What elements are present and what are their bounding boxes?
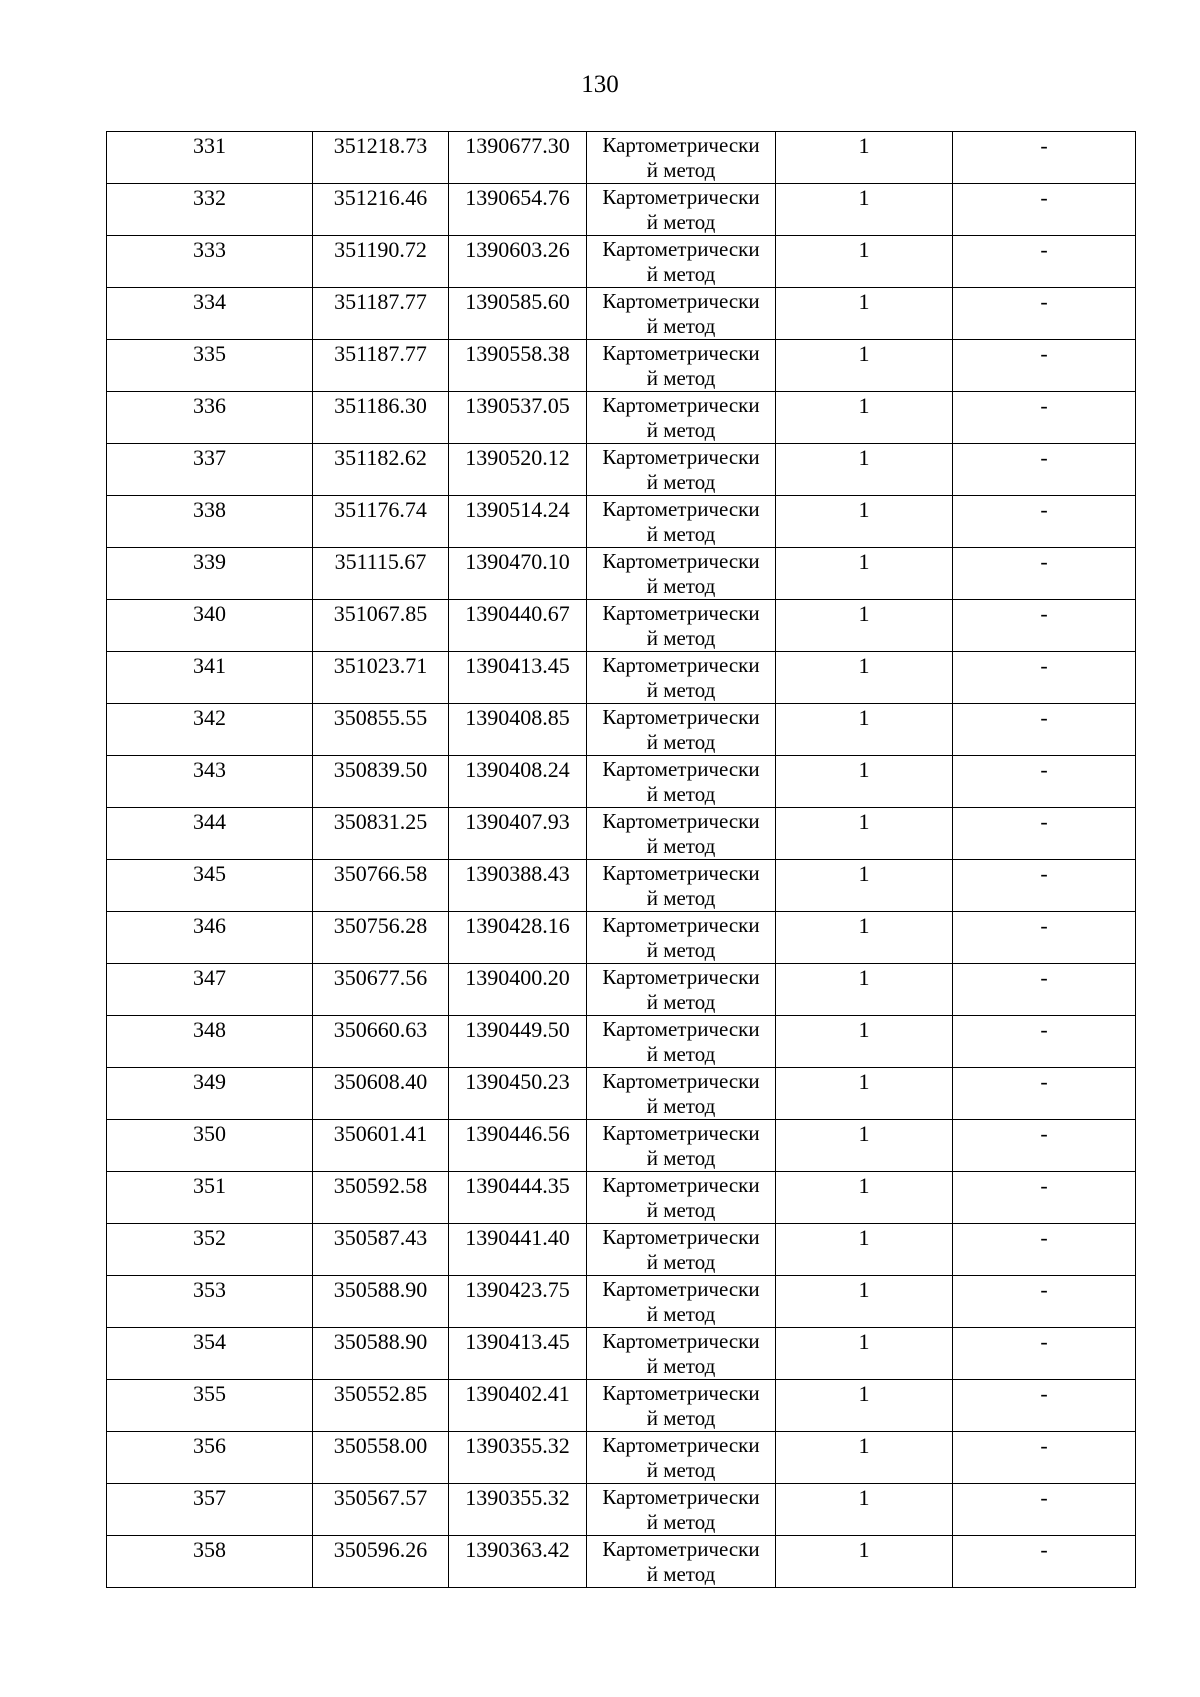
coordinate-x-cell: 351218.73 xyxy=(313,132,449,184)
method-text-line-1: Картометрически xyxy=(602,1225,760,1249)
description-cell: - xyxy=(953,912,1136,964)
method-text-line-2: й метод xyxy=(646,470,716,494)
point-number-cell: 342 xyxy=(107,704,313,756)
coordinate-x-cell: 351176.74 xyxy=(313,496,449,548)
point-number-cell: 348 xyxy=(107,1016,313,1068)
description-cell: - xyxy=(953,496,1136,548)
point-number-cell: 350 xyxy=(107,1120,313,1172)
method-text-line-1: Картометрически xyxy=(602,965,760,989)
description-cell: - xyxy=(953,1380,1136,1432)
point-number-cell: 335 xyxy=(107,340,313,392)
coordinate-y-cell: 1390355.32 xyxy=(449,1432,587,1484)
method-cell xyxy=(587,340,776,392)
coordinate-x-cell: 351190.72 xyxy=(313,236,449,288)
coordinate-y-cell: 1390413.45 xyxy=(449,652,587,704)
description-cell: - xyxy=(953,1016,1136,1068)
accuracy-cell: 1 xyxy=(776,444,953,496)
table-row xyxy=(107,392,1136,444)
method-text-line-2: й метод xyxy=(646,834,716,858)
coordinate-x-cell: 350839.50 xyxy=(313,756,449,808)
point-number-cell: 346 xyxy=(107,912,313,964)
coordinate-x-cell: 350756.28 xyxy=(313,912,449,964)
point-number-cell: 333 xyxy=(107,236,313,288)
accuracy-cell: 1 xyxy=(776,184,953,236)
method-cell xyxy=(587,444,776,496)
coordinate-x-cell: 350552.85 xyxy=(313,1380,449,1432)
method-cell xyxy=(587,652,776,704)
coordinate-x-cell: 351023.71 xyxy=(313,652,449,704)
table-row xyxy=(107,912,1136,964)
table-row xyxy=(107,704,1136,756)
coordinate-x-cell: 351182.62 xyxy=(313,444,449,496)
accuracy-cell: 1 xyxy=(776,1328,953,1380)
method-cell xyxy=(587,912,776,964)
table-row xyxy=(107,756,1136,808)
description-cell: - xyxy=(953,964,1136,1016)
description-cell: - xyxy=(953,860,1136,912)
method-text-line-1: Картометрически xyxy=(602,1537,760,1561)
coordinate-x-cell: 350601.41 xyxy=(313,1120,449,1172)
method-cell xyxy=(587,1224,776,1276)
method-text-line-2: й метод xyxy=(646,314,716,338)
coordinate-x-cell: 351187.77 xyxy=(313,340,449,392)
accuracy-cell: 1 xyxy=(776,496,953,548)
description-cell: - xyxy=(953,600,1136,652)
coordinates-table xyxy=(106,131,1136,1588)
coordinate-y-cell: 1390446.56 xyxy=(449,1120,587,1172)
accuracy-cell: 1 xyxy=(776,600,953,652)
method-text-line-2: й метод xyxy=(646,158,716,182)
coordinate-x-cell: 350660.63 xyxy=(313,1016,449,1068)
point-number-cell: 336 xyxy=(107,392,313,444)
table-row xyxy=(107,808,1136,860)
accuracy-cell: 1 xyxy=(776,132,953,184)
method-text-line-2: й метод xyxy=(646,522,716,546)
method-text-line-1: Картометрически xyxy=(602,653,760,677)
method-text-line-2: й метод xyxy=(646,730,716,754)
coordinate-y-cell: 1390450.23 xyxy=(449,1068,587,1120)
accuracy-cell: 1 xyxy=(776,652,953,704)
point-number-cell: 331 xyxy=(107,132,313,184)
method-text-line-2: й метод xyxy=(646,1406,716,1430)
description-cell: - xyxy=(953,1536,1136,1588)
coordinate-x-cell: 351115.67 xyxy=(313,548,449,600)
method-cell xyxy=(587,756,776,808)
accuracy-cell: 1 xyxy=(776,288,953,340)
method-cell xyxy=(587,1016,776,1068)
description-cell: - xyxy=(953,288,1136,340)
method-text-line-1: Картометрически xyxy=(602,601,760,625)
method-text-line-1: Картометрически xyxy=(602,1433,760,1457)
method-text-line-1: Картометрически xyxy=(602,1069,760,1093)
method-text-line-2: й метод xyxy=(646,1042,716,1066)
page-number: 130 xyxy=(581,71,619,98)
method-text-line-1: Картометрически xyxy=(602,1121,760,1145)
coordinate-x-cell: 350608.40 xyxy=(313,1068,449,1120)
table-row xyxy=(107,964,1136,1016)
coordinate-x-cell: 351186.30 xyxy=(313,392,449,444)
description-cell: - xyxy=(953,1068,1136,1120)
coordinate-x-cell: 350677.56 xyxy=(313,964,449,1016)
table-row xyxy=(107,1068,1136,1120)
coordinate-y-cell: 1390603.26 xyxy=(449,236,587,288)
method-text-line-1: Картометрически xyxy=(602,393,760,417)
accuracy-cell: 1 xyxy=(776,236,953,288)
method-cell xyxy=(587,1172,776,1224)
method-text-line-2: й метод xyxy=(646,418,716,442)
point-number-cell: 344 xyxy=(107,808,313,860)
coordinate-x-cell: 350588.90 xyxy=(313,1276,449,1328)
coordinate-y-cell: 1390440.67 xyxy=(449,600,587,652)
accuracy-cell: 1 xyxy=(776,1172,953,1224)
description-cell: - xyxy=(953,652,1136,704)
method-cell xyxy=(587,1276,776,1328)
method-cell xyxy=(587,184,776,236)
accuracy-cell: 1 xyxy=(776,964,953,1016)
point-number-cell: 334 xyxy=(107,288,313,340)
method-text-line-1: Картометрически xyxy=(602,1381,760,1405)
method-text-line-1: Картометрически xyxy=(602,133,760,157)
method-cell xyxy=(587,1536,776,1588)
table-row xyxy=(107,860,1136,912)
method-cell xyxy=(587,1328,776,1380)
description-cell: - xyxy=(953,236,1136,288)
description-cell: - xyxy=(953,1276,1136,1328)
method-text-line-1: Картометрически xyxy=(602,185,760,209)
coordinate-y-cell: 1390400.20 xyxy=(449,964,587,1016)
accuracy-cell: 1 xyxy=(776,1016,953,1068)
table-row xyxy=(107,548,1136,600)
method-text-line-1: Картометрически xyxy=(602,705,760,729)
accuracy-cell: 1 xyxy=(776,1432,953,1484)
point-number-cell: 355 xyxy=(107,1380,313,1432)
method-text-line-1: Картометрически xyxy=(602,549,760,573)
table-row xyxy=(107,496,1136,548)
table-row xyxy=(107,1432,1136,1484)
coordinate-y-cell: 1390520.12 xyxy=(449,444,587,496)
method-text-line-2: й метод xyxy=(646,1250,716,1274)
point-number-cell: 351 xyxy=(107,1172,313,1224)
method-text-line-2: й метод xyxy=(646,1510,716,1534)
coordinate-y-cell: 1390402.41 xyxy=(449,1380,587,1432)
method-text-line-1: Картометрически xyxy=(602,861,760,885)
accuracy-cell: 1 xyxy=(776,756,953,808)
method-cell xyxy=(587,860,776,912)
description-cell: - xyxy=(953,340,1136,392)
table-row xyxy=(107,652,1136,704)
table-row xyxy=(107,1172,1136,1224)
coordinate-x-cell: 350766.58 xyxy=(313,860,449,912)
method-text-line-2: й метод xyxy=(646,574,716,598)
method-text-line-1: Картометрически xyxy=(602,757,760,781)
point-number-cell: 345 xyxy=(107,860,313,912)
method-text-line-1: Картометрически xyxy=(602,289,760,313)
coordinate-y-cell: 1390444.35 xyxy=(449,1172,587,1224)
point-number-cell: 338 xyxy=(107,496,313,548)
method-text-line-2: й метод xyxy=(646,1458,716,1482)
table-row xyxy=(107,1224,1136,1276)
coordinate-x-cell: 351067.85 xyxy=(313,600,449,652)
point-number-cell: 341 xyxy=(107,652,313,704)
method-text-line-2: й метод xyxy=(646,990,716,1014)
method-text-line-1: Картометрически xyxy=(602,1485,760,1509)
coordinate-y-cell: 1390585.60 xyxy=(449,288,587,340)
description-cell: - xyxy=(953,756,1136,808)
description-cell: - xyxy=(953,1432,1136,1484)
table-row xyxy=(107,1120,1136,1172)
point-number-cell: 347 xyxy=(107,964,313,1016)
table-row xyxy=(107,340,1136,392)
method-text-line-2: й метод xyxy=(646,886,716,910)
method-text-line-1: Картометрически xyxy=(602,1173,760,1197)
coordinate-y-cell: 1390449.50 xyxy=(449,1016,587,1068)
table-row xyxy=(107,1484,1136,1536)
coordinate-y-cell: 1390677.30 xyxy=(449,132,587,184)
coordinate-y-cell: 1390428.16 xyxy=(449,912,587,964)
accuracy-cell: 1 xyxy=(776,548,953,600)
method-cell xyxy=(587,704,776,756)
method-cell xyxy=(587,1120,776,1172)
method-text-line-2: й метод xyxy=(646,1094,716,1118)
coordinate-x-cell: 350588.90 xyxy=(313,1328,449,1380)
accuracy-cell: 1 xyxy=(776,912,953,964)
description-cell: - xyxy=(953,132,1136,184)
method-text-line-1: Картометрически xyxy=(602,237,760,261)
coordinate-y-cell: 1390423.75 xyxy=(449,1276,587,1328)
method-cell xyxy=(587,548,776,600)
point-number-cell: 354 xyxy=(107,1328,313,1380)
description-cell: - xyxy=(953,184,1136,236)
accuracy-cell: 1 xyxy=(776,1068,953,1120)
table-row xyxy=(107,288,1136,340)
method-text-line-2: й метод xyxy=(646,1354,716,1378)
coordinate-y-cell: 1390441.40 xyxy=(449,1224,587,1276)
accuracy-cell: 1 xyxy=(776,1380,953,1432)
method-cell xyxy=(587,496,776,548)
method-cell xyxy=(587,288,776,340)
method-cell xyxy=(587,132,776,184)
method-cell xyxy=(587,964,776,1016)
method-text-line-2: й метод xyxy=(646,938,716,962)
coordinate-y-cell: 1390407.93 xyxy=(449,808,587,860)
method-text-line-1: Картометрически xyxy=(602,445,760,469)
point-number-cell: 356 xyxy=(107,1432,313,1484)
coordinate-x-cell: 351216.46 xyxy=(313,184,449,236)
method-text-line-1: Картометрически xyxy=(602,1277,760,1301)
point-number-cell: 337 xyxy=(107,444,313,496)
coordinate-x-cell: 350596.26 xyxy=(313,1536,449,1588)
coordinate-y-cell: 1390408.24 xyxy=(449,756,587,808)
method-text-line-1: Картометрически xyxy=(602,1017,760,1041)
coordinate-x-cell: 350587.43 xyxy=(313,1224,449,1276)
coordinate-x-cell: 351187.77 xyxy=(313,288,449,340)
description-cell: - xyxy=(953,1328,1136,1380)
point-number-cell: 353 xyxy=(107,1276,313,1328)
coordinate-y-cell: 1390388.43 xyxy=(449,860,587,912)
point-number-cell: 332 xyxy=(107,184,313,236)
method-text-line-2: й метод xyxy=(646,366,716,390)
coordinate-x-cell: 350558.00 xyxy=(313,1432,449,1484)
coordinates-table-body xyxy=(107,132,1136,1588)
point-number-cell: 357 xyxy=(107,1484,313,1536)
method-text-line-2: й метод xyxy=(646,782,716,806)
method-text-line-2: й метод xyxy=(646,1562,716,1586)
coordinate-y-cell: 1390514.24 xyxy=(449,496,587,548)
table-row xyxy=(107,1016,1136,1068)
table-row xyxy=(107,1536,1136,1588)
coordinate-y-cell: 1390470.10 xyxy=(449,548,587,600)
method-text-line-2: й метод xyxy=(646,1198,716,1222)
accuracy-cell: 1 xyxy=(776,1276,953,1328)
accuracy-cell: 1 xyxy=(776,808,953,860)
description-cell: - xyxy=(953,1120,1136,1172)
description-cell: - xyxy=(953,1484,1136,1536)
method-text-line-2: й метод xyxy=(646,1302,716,1326)
accuracy-cell: 1 xyxy=(776,1484,953,1536)
accuracy-cell: 1 xyxy=(776,860,953,912)
method-text-line-2: й метод xyxy=(646,678,716,702)
point-number-cell: 339 xyxy=(107,548,313,600)
table-row xyxy=(107,236,1136,288)
table-row xyxy=(107,1380,1136,1432)
method-text-line-1: Картометрически xyxy=(602,809,760,833)
method-text-line-2: й метод xyxy=(646,626,716,650)
accuracy-cell: 1 xyxy=(776,340,953,392)
method-cell xyxy=(587,1380,776,1432)
point-number-cell: 349 xyxy=(107,1068,313,1120)
table-row xyxy=(107,1276,1136,1328)
table-row xyxy=(107,444,1136,496)
table-row xyxy=(107,600,1136,652)
description-cell: - xyxy=(953,704,1136,756)
coordinate-y-cell: 1390537.05 xyxy=(449,392,587,444)
method-text-line-1: Картометрически xyxy=(602,913,760,937)
method-cell xyxy=(587,600,776,652)
coordinate-y-cell: 1390654.76 xyxy=(449,184,587,236)
point-number-cell: 343 xyxy=(107,756,313,808)
description-cell: - xyxy=(953,808,1136,860)
coordinate-y-cell: 1390408.85 xyxy=(449,704,587,756)
point-number-cell: 358 xyxy=(107,1536,313,1588)
accuracy-cell: 1 xyxy=(776,1536,953,1588)
accuracy-cell: 1 xyxy=(776,1224,953,1276)
method-text-line-1: Картометрически xyxy=(602,497,760,521)
method-cell xyxy=(587,1484,776,1536)
method-text-line-2: й метод xyxy=(646,1146,716,1170)
accuracy-cell: 1 xyxy=(776,704,953,756)
point-number-cell: 340 xyxy=(107,600,313,652)
point-number-cell: 352 xyxy=(107,1224,313,1276)
method-cell xyxy=(587,1068,776,1120)
coordinate-x-cell: 350855.55 xyxy=(313,704,449,756)
description-cell: - xyxy=(953,444,1136,496)
description-cell: - xyxy=(953,548,1136,600)
description-cell: - xyxy=(953,1172,1136,1224)
method-cell xyxy=(587,236,776,288)
method-text-line-1: Картометрически xyxy=(602,341,760,365)
accuracy-cell: 1 xyxy=(776,392,953,444)
coordinate-y-cell: 1390355.32 xyxy=(449,1484,587,1536)
coordinate-x-cell: 350831.25 xyxy=(313,808,449,860)
table-row xyxy=(107,184,1136,236)
coordinate-x-cell: 350567.57 xyxy=(313,1484,449,1536)
accuracy-cell: 1 xyxy=(776,1120,953,1172)
description-cell: - xyxy=(953,1224,1136,1276)
coordinate-x-cell: 350592.58 xyxy=(313,1172,449,1224)
description-cell: - xyxy=(953,392,1136,444)
table-row xyxy=(107,1328,1136,1380)
method-text-line-2: й метод xyxy=(646,210,716,234)
method-text-line-2: й метод xyxy=(646,262,716,286)
method-text-line-1: Картометрически xyxy=(602,1329,760,1353)
table-row xyxy=(107,132,1136,184)
coordinate-y-cell: 1390413.45 xyxy=(449,1328,587,1380)
method-cell xyxy=(587,1432,776,1484)
coordinate-y-cell: 1390558.38 xyxy=(449,340,587,392)
method-cell xyxy=(587,392,776,444)
method-cell xyxy=(587,808,776,860)
coordinate-y-cell: 1390363.42 xyxy=(449,1536,587,1588)
